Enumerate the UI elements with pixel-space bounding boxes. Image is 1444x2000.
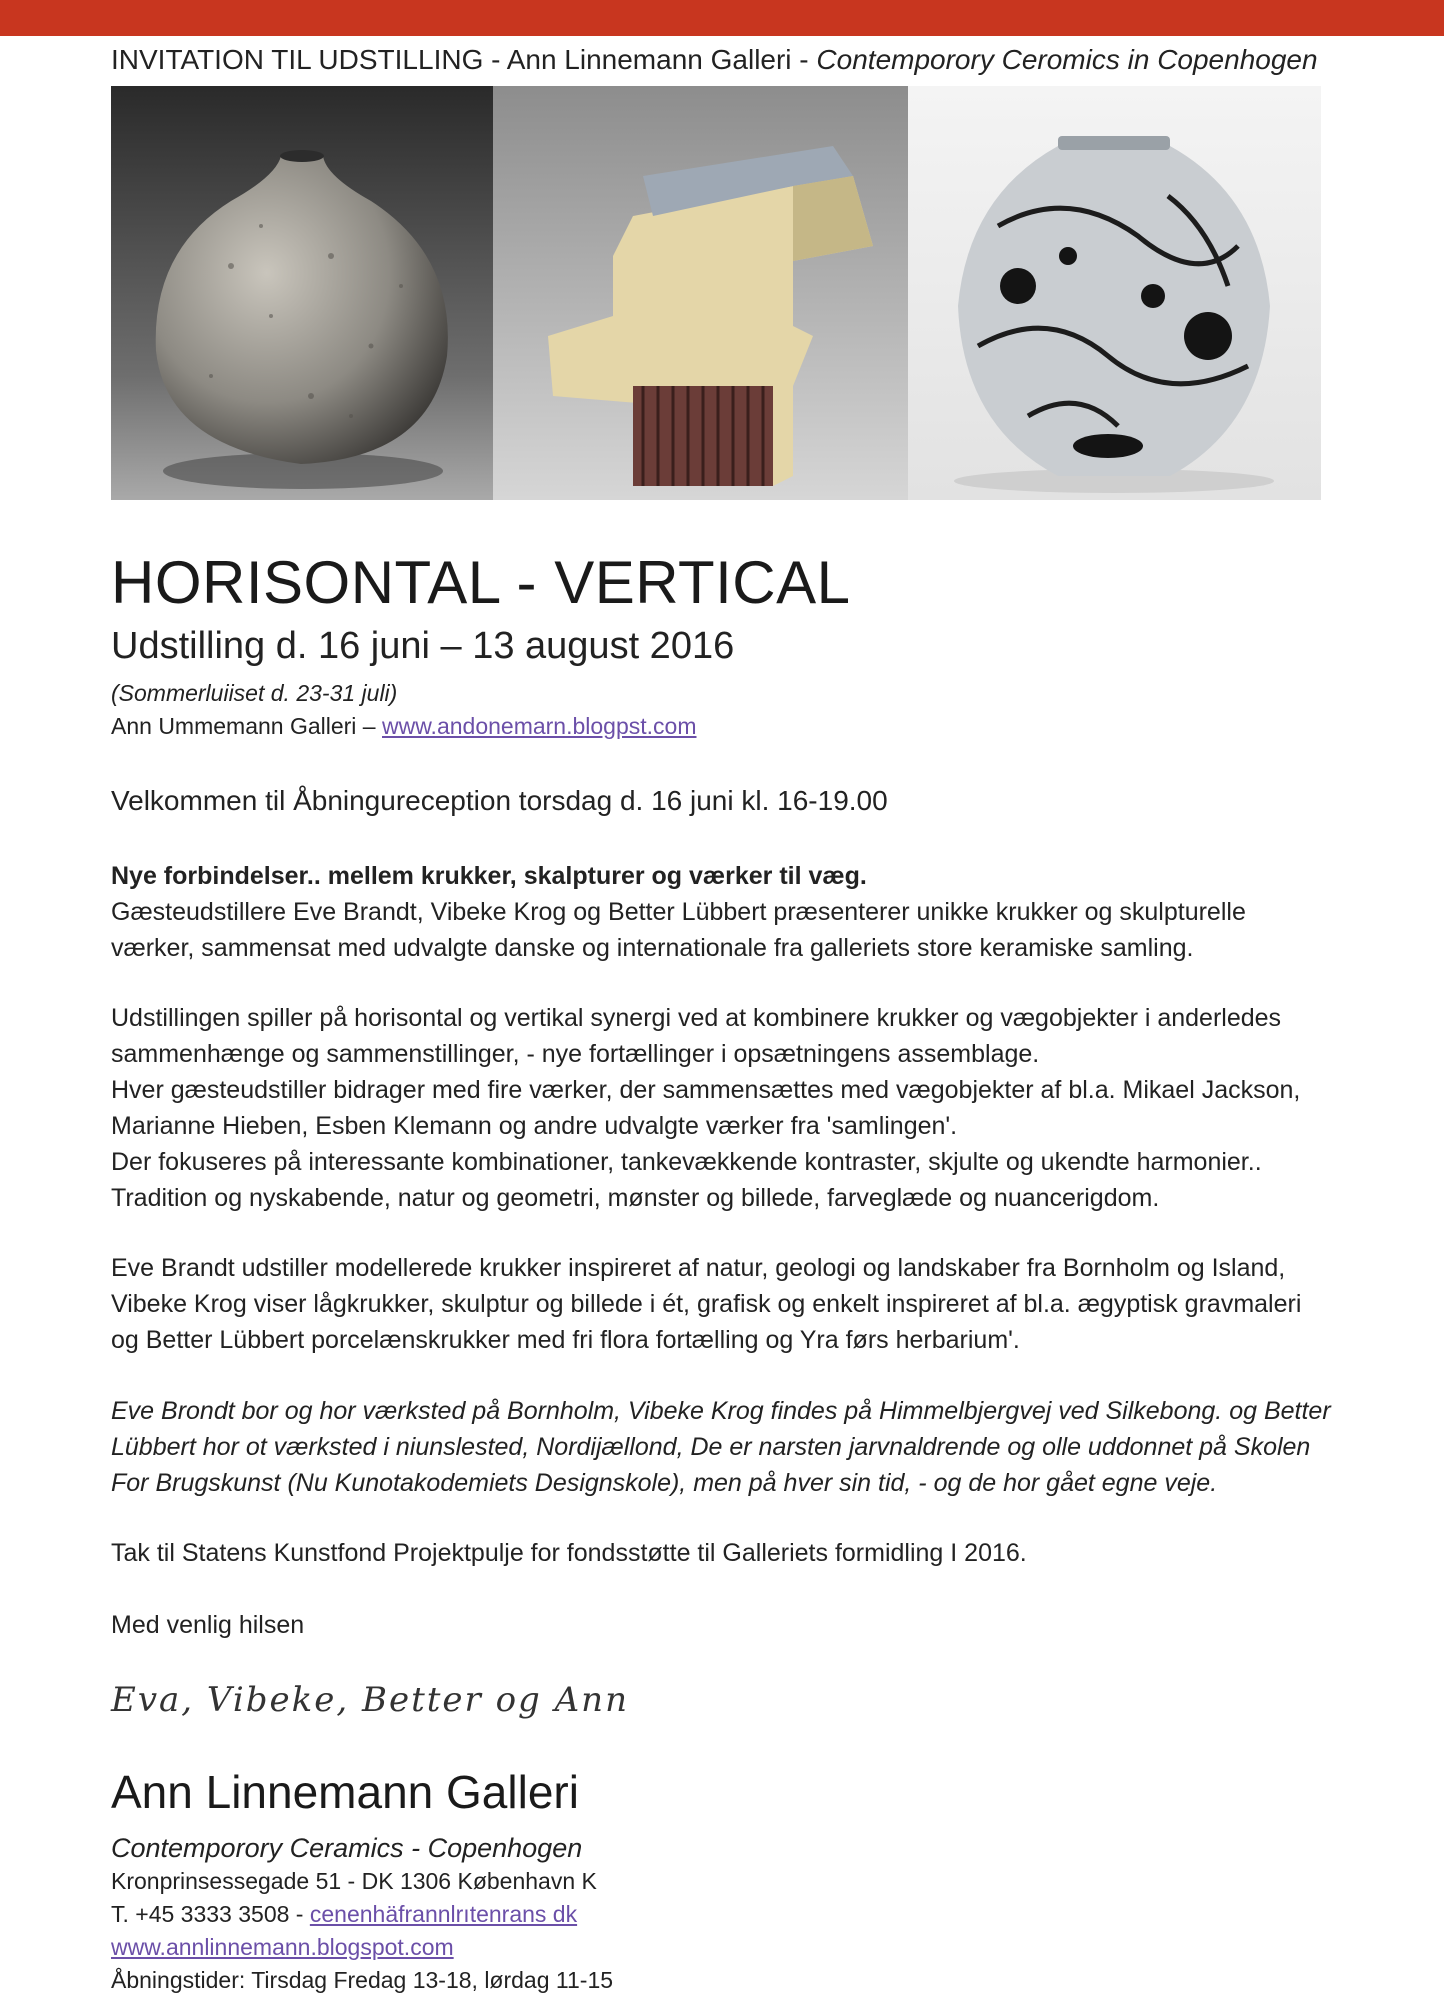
intro-heading: Nye forbindelser.. mellem krukker, skalpturer og værker til væg. — [111, 862, 867, 890]
concept-line: Der fokuseres på interessante kombinationer, tankevækkende kontraster, skjulte og ukendte harmonier.. — [111, 1148, 1262, 1176]
gallery-address: Kronprinsessegade 51 - DK 1306 København K — [111, 1868, 597, 1894]
gallery-tagline: Contemporory Ceramics - Copenhogen — [111, 1833, 583, 1863]
signature: Eva, Vibeke, Better og Ann — [111, 1680, 629, 1720]
concept-line: Tradition og nyskabende, natur og geometri, mønster og billede, farveglæde og nuancerigdom. — [111, 1184, 1160, 1212]
greeting-line: Med venlig hilsen — [111, 1611, 305, 1639]
gallery-blog-prefix: Ann Ummemann Galleri – — [111, 713, 382, 739]
opening-reception-invite: Velkommen til Åbningureception torsdag d. 16 juni kl. 16-19.00 — [111, 785, 888, 816]
gallery-name: Ann Linnemann Galleri — [111, 1766, 579, 1818]
gallery-blog-link[interactable]: www.andonemarn.blogpst.com — [382, 713, 697, 739]
intro-line: værker, sammensat med udvalgte danske og internationale fra galleriets store keramiske samling. — [111, 934, 1194, 962]
website-link[interactable]: www.annlinnemann.blogspot.com — [111, 1934, 454, 1960]
invitation-header — [111, 44, 1318, 76]
concept-line: Marianne Hieben, Esben Klemann og andre udvalgte værker fra 'samlingen'. — [111, 1112, 958, 1140]
artists-line: Vibeke Krog viser lågkrukker, skulptur og billede i ét, grafisk og enkelt inspireret af bl.a. ægyptisk gravmaleri — [111, 1290, 1302, 1318]
funding-thanks — [111, 1535, 1401, 1571]
invitation-header-tagline: Contemporory Ceromics in Copenhogen — [816, 44, 1318, 75]
summer-closure-note: (Sommerluiiset d. 23-31 juli) — [111, 680, 398, 706]
stoneware-globe-vase-image — [111, 86, 493, 500]
artists-line: og Better Lübbert porcelænskrukker med fri flora fortælling og Yra førs herbarium'. — [111, 1326, 1020, 1354]
bio-line: Eve Brondt bor og hor værksted på Bornholm, Vibeke Krog findes på Himmelbjergvej ved Silkebong. og Better — [111, 1397, 1331, 1425]
concept-paragraph — [111, 1000, 1401, 1216]
geometric-ceramic-sculpture-image — [493, 86, 908, 500]
phone-email-line — [111, 1898, 613, 1931]
concept-line: sammenhænge og sammenstillinger, - nye fortællinger i opsætningens assemblage. — [111, 1040, 1040, 1068]
bio-line: Lübbert hor ot værksted i niunslested, Nordijællond, De er narsten jarvnaldrende og olle uddonnet på Skolen — [111, 1433, 1311, 1461]
intro-paragraph — [111, 858, 1401, 966]
exhibition-title: HORISONTAL - VERTICAL — [111, 549, 851, 616]
greeting — [111, 1607, 1401, 1643]
thanks-line: Tak til Statens Kunstfond Projektpulje for fondsstøtte til Galleriets formidling I 2016. — [111, 1539, 1027, 1567]
painted-porcelain-jar-image — [908, 86, 1321, 500]
email-link[interactable]: cenenhäfrannlrıtenrans dk — [309, 1901, 578, 1927]
top-accent-bar — [0, 0, 1444, 36]
bio-line: For Brugskunst (Nu Kunotakodemiets Designskole), men på hver sin tid, - og de hor gået egne veje. — [111, 1469, 1218, 1497]
invitation-header-prefix: INVITATION TIL UDSTILLING - Ann Linnemann Galleri - — [111, 44, 817, 75]
gallery-blog-line — [111, 713, 697, 740]
concept-line: Udstillingen spiller på horisontal og vertikal synergi ved at kombinere krukker og vægobjekter i anderledes — [111, 1004, 1282, 1032]
artists-line: Eve Brandt udstiller modellerede krukker inspireret af natur, geologi og landskaber fra Bornholm og Island, — [111, 1254, 1286, 1282]
concept-line: Hver gæsteudstiller bidrager med fire værker, der sammensættes med vægobjekter af bl.a. Mikael Jackson, — [111, 1076, 1301, 1104]
artists-bio-paragraph — [111, 1393, 1401, 1501]
opening-hours: Åbningstider: Tirsdag Fredag 13-18, lørdag 11-15 — [111, 1967, 614, 1993]
intro-line: Gæsteudstillere Eve Brandt, Vibeke Krog og Better Lübbert præsenterer unikke krukker og skulpturelle — [111, 898, 1246, 926]
exhibition-dates: Udstilling d. 16 juni – 13 august 2016 — [111, 625, 735, 667]
artists-paragraph — [111, 1250, 1401, 1358]
ceramics-photo-strip — [111, 86, 1321, 500]
contact-block — [111, 1832, 613, 1997]
phone-number: T. +45 3333 3508 - — [111, 1901, 310, 1927]
